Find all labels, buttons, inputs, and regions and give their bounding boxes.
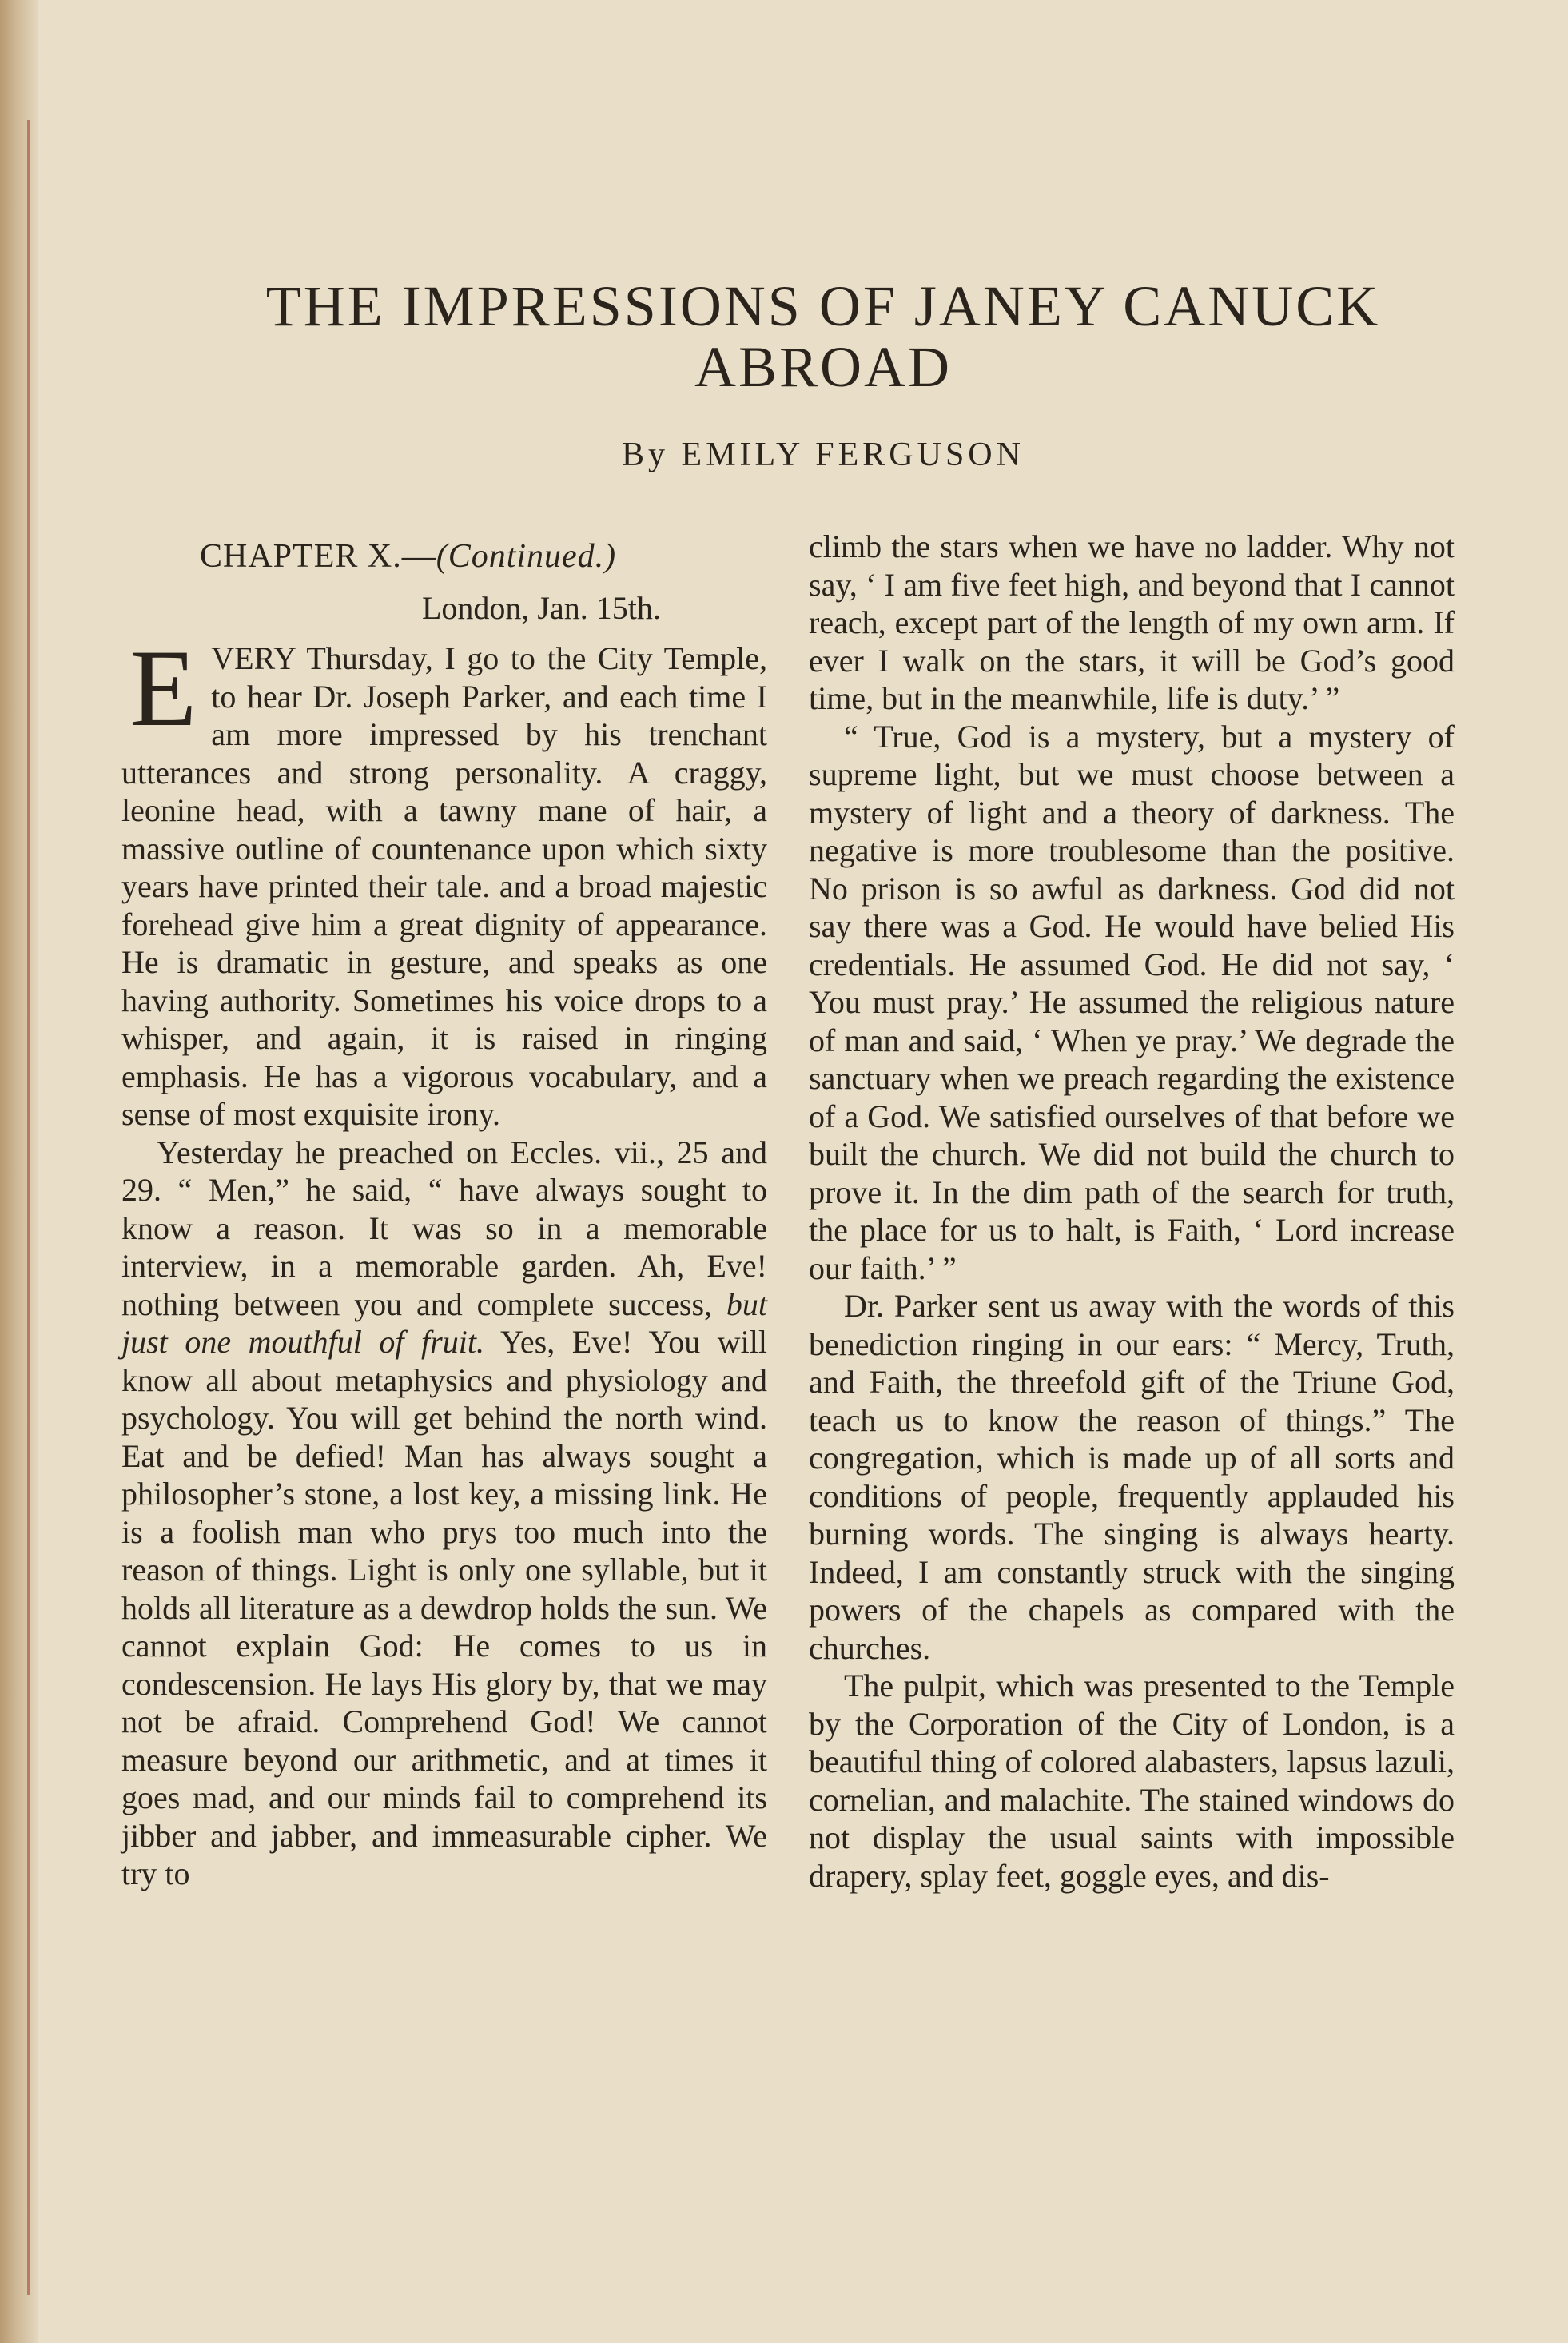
paragraph-italic-text: but just one mouthful of fruit.	[121, 1285, 767, 1360]
drop-cap: E	[129, 627, 197, 749]
paragraph-text: Yesterday he preached on Eccles. vii., 25 and 29. “ Men,” he said, “ have always sought to know a reason. It was so in a memorable interview, in a memorable garden. Ah, Eve! nothing between you and complete success,	[121, 1134, 767, 1322]
paragraph	[121, 627, 767, 1134]
right-column	[809, 528, 1455, 1895]
paragraph-text: VERY Thursday, I go to the City Temple, to hear Dr. Joseph Parker, and each time I am more impressed by his trenchant utterances and strong personality. A craggy, leonine head, with a tawny mane of hair, a massive outline of countenance upon which sixty years have printed their tale. and a broad majestic forehead give him a great dignity of appearance. He is dramatic in gesture, and speaks as one having authority. Sometimes his voice drops to a whisper, and again, it is raised in ringing emphasis. He has a vigorous vocabulary, and a sense of most exquisite irony.	[121, 640, 767, 1132]
paragraph: climb the stars when we have no ladder. Why not say, ‘ I am five feet high, and beyond that I cannot reach, except part of the length of my own arm. If ever I walk on the stars, it will be God’s good time, but in the meanwhile, life is duty.’ ”	[809, 528, 1455, 716]
byline-author: EMILY FERGUSON	[681, 436, 1025, 473]
paragraph	[121, 1134, 767, 1893]
paragraph: Dr. Parker sent us away with the words of this benediction ringing in our ears: “ Mercy, Truth, and Faith, the threefold gift of the Triune God, teach us to know the reason of things.” The congregation, which is made up of all sorts and conditions of people, frequently applauded his burning words. The singing is always hearty. Indeed, I am constantly struck with the singing powers of the chapels as compared with the churches.	[809, 1288, 1455, 1666]
chapter-heading-continued: (Continued.)	[436, 538, 617, 575]
chapter-heading-text: CHAPTER X.—	[200, 538, 436, 575]
book-spine-shadow	[0, 0, 38, 2343]
left-column	[121, 528, 767, 1893]
chapter-heading	[121, 528, 767, 585]
article-title	[104, 276, 1542, 397]
article-title-line-1: THE IMPRESSIONS OF JANEY CANUCK	[265, 274, 1381, 338]
byline-prefix: By	[622, 436, 670, 473]
page-edge-line	[27, 120, 30, 2295]
byline	[104, 436, 1542, 474]
article-title-line-2: ABROAD	[694, 335, 953, 399]
paragraph-text: Yes, Eve! You will know all about metaphysics and physiology and psychology. You will get behind the north wind. Eat and be defied! Man has always sought a philosopher’s stone, a lost key, a missing link. He is a foolish man who prys too much into the reason of things. Light is only one syllable, but it holds all literature as a dewdrop holds the sun. We cannot explain God: He comes to us in condescension. He lays His glory by, that we may not be afraid. Comprehend God! We cannot measure beyond our arithmetic, and at times it goes mad, and our minds fail to comprehend its jibber and jabber, and immeasurable cipher. We try to	[121, 1324, 767, 1891]
paragraph: “ True, God is a mystery, but a mystery of supreme light, but we must choose between a mystery of light and a theory of darkness. The negative is more troublesome than the positive. No prison is so awful as darkness. God did not say there was a God. He would have belied His credentials. He assumed God. He did not say, ‘ You must pray.’ He assumed the religious nature of man and said, ‘ When ye pray.’ We degrade the sanctuary when we preach regarding the existence of a God. We satisfied ourselves of that before we built the church. We did not build the church to prove it. In the dim path of the search for truth, the place for us to halt, is Faith, ‘ Lord increase our faith.’ ”	[809, 718, 1455, 1286]
paragraph: The pulpit, which was presented to the Temple by the Corporation of the City of London, is a beautiful thing of colored alabasters, lapsus lazuli, cornelian, and malachite. The stained windows do not display the usual saints with impossible drapery, splay feet, goggle eyes, and dis-	[809, 1668, 1455, 1894]
dateline: London, Jan. 15th.	[422, 590, 661, 626]
